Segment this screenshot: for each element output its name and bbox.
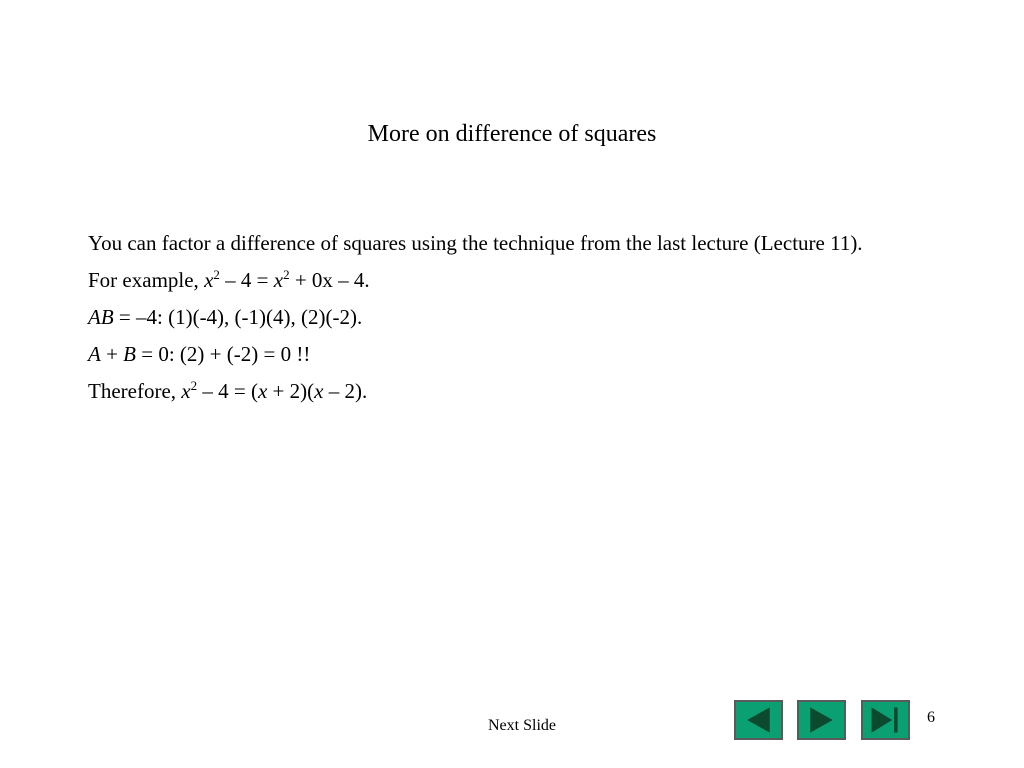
conclusion-lead: Therefore, (88, 379, 182, 403)
sum-rest: = 0: (2) + (-2) = 0 !! (136, 342, 311, 366)
exponent: 2 (283, 267, 290, 282)
var-x: x (204, 268, 214, 292)
var-x: x (257, 379, 268, 403)
var-x: x (273, 268, 284, 292)
slide-title: More on difference of squares (367, 121, 657, 147)
next-slide-link[interactable]: Next Slide (488, 717, 556, 734)
var-x: x (181, 379, 191, 403)
paragraph-intro: You can factor a difference of squares using the technique from the last lecture (Lecture 11). (88, 231, 863, 255)
exponent: 2 (190, 378, 198, 393)
var-x: x (314, 379, 324, 403)
paragraph-conclusion (88, 376, 918, 406)
previous-slide-button[interactable] (734, 700, 783, 740)
next-slide-icon (799, 702, 844, 738)
example-tail: + 0x – 4. (289, 268, 370, 292)
paragraph-product (88, 302, 918, 332)
paragraph-sum (88, 339, 918, 369)
product-rest: = –4: (1)(-4), (-1)(4), (2)(-2). (113, 305, 363, 329)
conclusion-tail: – 2). (323, 379, 368, 403)
example-lead: For example, (88, 268, 205, 292)
next-slide-button[interactable] (797, 700, 846, 740)
previous-slide-icon (736, 702, 781, 738)
example-mid: – 4 = (219, 268, 274, 292)
slide-body (88, 228, 918, 413)
var-b: B (123, 342, 136, 366)
conclusion-mid: – 4 = ( (197, 379, 258, 403)
last-slide-button[interactable] (861, 700, 910, 740)
paragraph-example (88, 265, 918, 295)
var-a: A (88, 342, 101, 366)
conclusion-mid2: + 2)( (267, 379, 315, 403)
slide-number: 6 (927, 709, 935, 726)
sum-plus: + (100, 342, 124, 366)
last-slide-icon (863, 702, 908, 738)
var-ab: AB (88, 305, 114, 329)
exponent: 2 (213, 267, 220, 282)
